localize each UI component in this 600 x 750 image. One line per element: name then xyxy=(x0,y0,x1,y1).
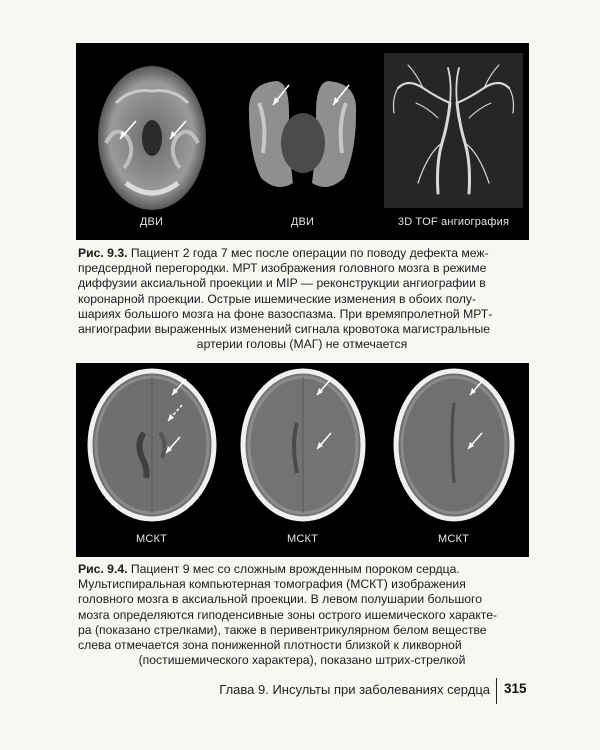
caption-line: мозга определяются гиподенсивные зоны острого ишемического характе- xyxy=(78,607,498,622)
ct-brain-scan xyxy=(378,363,529,557)
caption-label: Рис. 9.4. xyxy=(78,562,128,576)
page-number: 315 xyxy=(504,681,527,696)
ct-axial-image-1 xyxy=(76,363,227,557)
caption-line: Рис. 9.4. Пациент 9 мес со сложным врожденным пороком сердца. xyxy=(78,562,460,576)
panel-label: МСКТ xyxy=(286,533,319,545)
dwi-brain-scan xyxy=(76,43,227,240)
dwi-axial-image-2 xyxy=(227,43,378,240)
panel-label: МСКТ xyxy=(437,533,470,545)
caption-line: диффузии аксиальной проекции и MIP — реконструкции ангиографии в xyxy=(78,276,486,291)
caption-line: Мультиспиральная компьютерная томография (МСКТ) изображения xyxy=(78,577,466,592)
panel-label: МСКТ xyxy=(135,533,168,545)
panel-label: ДВИ xyxy=(290,216,315,228)
caption-line: Рис. 9.3. Пациент 2 года 7 мес после операции по поводу дефекта меж- xyxy=(78,246,489,260)
figure-9-4 xyxy=(76,363,529,557)
caption-line: ангиографии выраженных изменений сигнала кровотока магистральные xyxy=(78,322,491,337)
figure-9-4-caption xyxy=(78,562,526,668)
ct-brain-scan xyxy=(227,363,378,557)
ct-brain-scan xyxy=(76,363,227,557)
panel-label: 3D TOF ангиография xyxy=(397,216,510,228)
ct-axial-image-3 xyxy=(378,363,529,557)
caption-line: артерии головы (МАГ) не отмечается xyxy=(196,337,408,352)
caption-line: коронарной проекции. Острые ишемические изменения в обоих полу- xyxy=(78,291,477,306)
ct-axial-image-2 xyxy=(227,363,378,557)
footer-divider xyxy=(496,678,497,704)
figure-9-3 xyxy=(76,43,529,240)
caption-line: шариях большого мозга на фоне вазоспазма. При времяпролетной МРТ- xyxy=(78,306,493,321)
caption-line: предсердной перегородки. МРТ изображения головного мозга в режиме xyxy=(78,261,487,276)
caption-line: (постишемического характера), показано штрих-стрелкой xyxy=(138,653,466,668)
panel-label: ДВИ xyxy=(139,216,164,228)
caption-label: Рис. 9.3. xyxy=(78,246,128,260)
caption-line: слева отмечается зона пониженной плотности близкой к ликворной xyxy=(78,638,462,653)
mip-angiography xyxy=(378,43,529,240)
caption-line: ра (показано стрелками), также в перивентрикулярном белом веществе xyxy=(78,622,487,637)
running-footer-chapter-title: Глава 9. Инсульты при заболеваниях сердца xyxy=(219,682,490,697)
caption-line: головного мозга в аксиальной проекции. В левом полушарии большого xyxy=(78,592,482,607)
tof-angiography-image xyxy=(378,43,529,240)
dwi-axial-image-1 xyxy=(76,43,227,240)
figure-9-3-caption xyxy=(78,246,526,352)
dwi-brain-scan xyxy=(227,43,378,240)
